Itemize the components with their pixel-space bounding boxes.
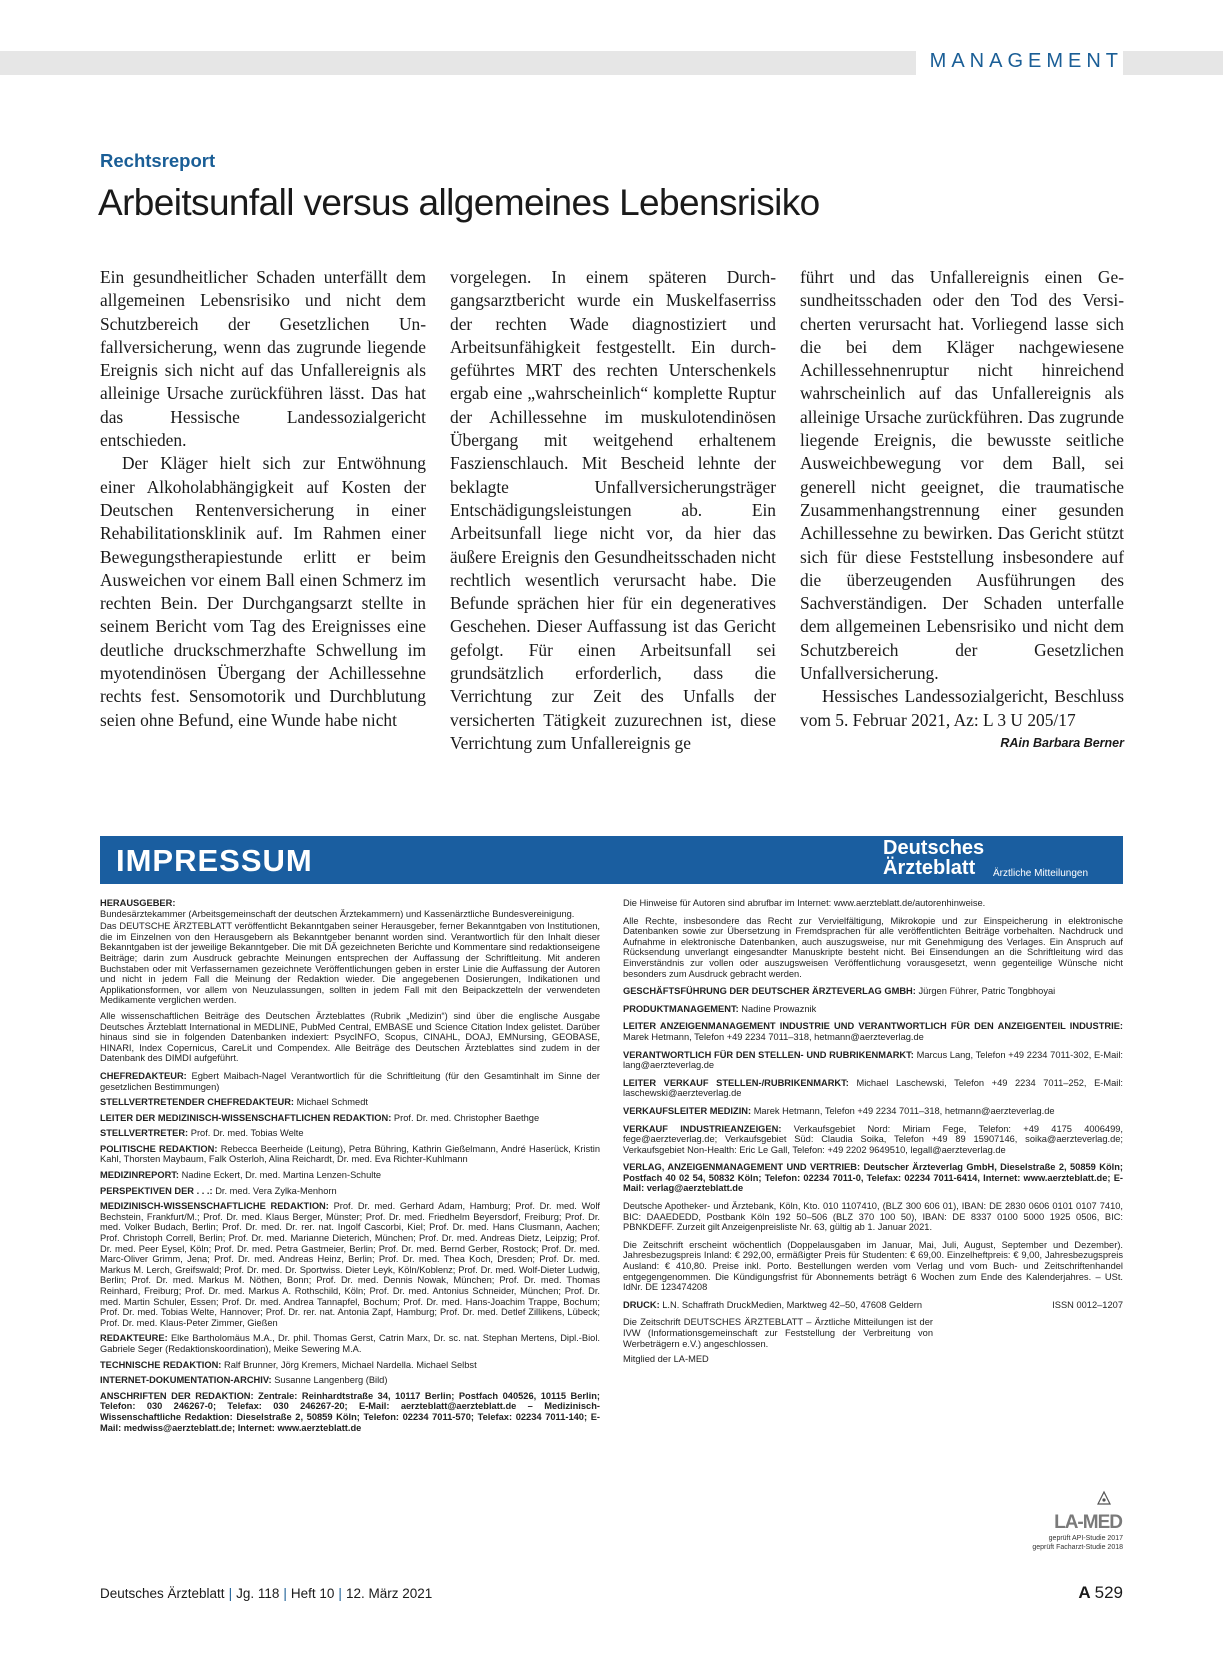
impressum-text: Die Zeitschrift erscheint wöchentlich (Doppelausgaben im Januar, Mai, Juli, August, September und Dezember). Jahresbezugspreis Inland: € 292,00, ermäßigter Preis für Studenten: € 69,00. Einzelheftpreis: € 9,00, Jahresbezugspreis Ausland: € 410,80. Preise inkl. Porto. Bestellungen werden vom Verlag und vom Buch- und Zeitschriftenhandel entgegengenommen. Die Kündigungsfrist für Abonnements beträgt 6 Wochen zum Ende des Kalenderjahres. – USt. IdNr. DE 123474208 [623, 1239, 1123, 1293]
impressum-heading: HERAUSGEBER: [100, 898, 176, 908]
warning-triangle-icon [1098, 1492, 1110, 1504]
impressum-text: Prof. Dr. med. Tobias Welte [190, 1128, 304, 1139]
impressum-text: Marek Hetmann, Telefon +49 2234 7011–318, hetmann@aerzteverlag.de [623, 1031, 924, 1042]
impressum-text: Michael Laschewski, Telefon +49 2234 7011–252, E-Mail: laschewski@aerzteverlag.de [623, 1077, 1123, 1099]
impressum-heading: VERANTWORTLICH FÜR DEN STELLEN- UND RUBRIKENMARKT: [623, 1049, 914, 1060]
journal-logo-line2: Ärzteblatt [883, 857, 976, 879]
journal-logo-line1: Deutsches [883, 837, 985, 859]
article-headline: Arbeitsunfall versus allgemeines Lebensrisiko [98, 182, 820, 223]
impressum-text: Alle Rechte, insbesondere das Recht zur Vervielfältigung, Mikrokopie und zur Einspeicherung in elektronische Datenbanken sowie zur Übersetzung in Fremdsprachen für alle veröffentlichten Beiträge vorbehalten. Nachdruck und Aufnahme in elektronische Datenbanken, auch auszugsweise, nur mit Genehmigung des Verlages. Ein Anspruch auf Rücksendung unverlangt eingesandter Manuskripte besteht nicht. Bei Einsendungen an die Schriftleitung wird das Einverständnis zur vollen oder auszugsweisen Veröffentlichung vorausgesetzt, wenn gegenteilige Wünsche nicht besonders zum Ausdruck gebracht werden. [623, 915, 1123, 979]
impressum-heading: PRODUKTMANAGEMENT: [623, 1003, 739, 1014]
impressum-text: L.N. Schaffrath DruckMedien, Marktweg 42–50, 47608 Geldern [662, 1299, 923, 1310]
article-kicker: Rechtsreport [100, 150, 216, 171]
footer-date: 12. März 2021 [345, 1586, 433, 1601]
impressum-heading: STELLVERTRETENDER CHEFREDAKTEUR: [100, 1097, 295, 1108]
impressum-left-column [100, 898, 600, 1438]
impressum-text: Egbert Maibach-Nagel Verantwortlich für die Schriftleitung (für den Gesamtinhalt im Sinne der gesetzlichen Bestimmungen) [100, 1070, 600, 1092]
impressum-heading: REDAKTEURE: [100, 1333, 168, 1344]
impressum-text: Susanne Langenberg (Bild) [274, 1375, 388, 1386]
article-column-1 [100, 266, 426, 732]
impressum-text: Rebecca Beerheide (Leitung), Petra Bühring, Kathrin Gießelmann, André Haserück, Kristin Kahl, Thorsten Maybaum, Falk Osterloh, Alina Reichardt, Dr. med. Eva Richter-Kuhlmann [100, 1143, 600, 1165]
impressum-text: Die Hinweise für Autoren sind abrufbar im Internet: www.aerzteblatt.de/autorenhinweise. [623, 898, 986, 908]
page-prefix: A [1078, 1583, 1091, 1602]
impressum-text: Die Zeitschrift DEUTSCHES ÄRZTEBLATT – Ärztliche Mitteilungen ist der IVW (Informationsgemeinschaft zur Feststellung der Verbreitung von Werbeträgern e.V.) angeschlossen. [623, 1317, 933, 1349]
court-citation-text: Hessisches Landessozialgericht, Beschluss vom 5. Februar 2021, Az: L 3 U 205/17 [800, 686, 1124, 730]
court-citation [800, 685, 1124, 750]
impressum-text: Alle wissenschaftlichen Beiträge des Deutschen Ärzteblattes (Rubrik „Medizin“) sind über die englische Ausgabe Deutsches Ärzteblatt International in MEDLINE, PubMed Central, EMBASE und Science Citation Index gelistet. Darüber hinaus sind sie in folgenden Datenbanken indexiert: PsycINFO, Scopus, CINAHL, DOAJ, EMNursing, GEOBASE, HINARI, Index Copernicus, CareLit und Compendex. Alle Beiträge des Deutschen Ärzteblattes sind zudem in der Datenbank des DIMDI aufgeführt. [100, 1010, 600, 1064]
impressum-heading: GESCHÄFTSFÜHRUNG DER DEUTSCHER ÄRZTEVERLAG GMBH: [623, 986, 916, 997]
impressum-text: Michael Schmedt [296, 1097, 368, 1108]
impressum-heading: CHEFREDAKTEUR: [100, 1070, 187, 1081]
issn: ISSN 0012–1207 [1052, 1299, 1123, 1310]
impressum-text: Bundesärztekammer (Arbeitsgemeinschaft der deutschen Ärztekammern) und Kassenärztliche Bundesvereinigung. [100, 908, 575, 919]
journal-logo-subtitle: Ärztliche Mitteilungen [993, 868, 1089, 879]
impressum-text: Prof. Dr. med. Christopher Baethge [393, 1112, 540, 1123]
article-author: RAin Barbara Berner [1000, 735, 1124, 750]
impressum-heading: TECHNISCHE REDAKTION: [100, 1359, 222, 1370]
footer-volume: Jg. 118 [236, 1586, 280, 1601]
impressum-text: Marcus Lang, Telefon +49 2234 7011-302, E-Mail: lang@aerzteverlag.de [623, 1049, 1123, 1071]
page-footer: Deutsches Ärzteblatt | Jg. 118 | Heft 10 | 12. März 2021 [100, 1586, 433, 1601]
impressum-heading: VERKAUF INDUSTRIEANZEIGEN: [623, 1123, 782, 1134]
impressum-heading: POLITISCHE REDAKTION: [100, 1143, 218, 1154]
publisher-address: VERLAG, ANZEIGENMANAGEMENT UND VERTRIEB: Deutscher Ärzteverlag GmbH, Dieselstraße 2, 50859 Köln; Postfach 40 02 54, 50832 Köln; Telefon: 02234 7011-0, Telefax: 02234 7011-6414, Internet: www.aerzteblatt.de; E-Mail: verlag@aerzteblatt.de [623, 1162, 1123, 1194]
impressum-text: Jürgen Führer, Patric Tongbhoyai [918, 986, 1056, 997]
impressum-heading: LEITER ANZEIGENMANAGEMENT INDUSTRIE UND VERANTWORTLICH FÜR DEN ANZEIGENTEIL INDUSTRIE: [623, 1021, 1123, 1032]
lamed-note-api: geprüft API-Studie 2017 [1048, 1535, 1123, 1542]
impressum-heading: PERSPEKTIVEN DER . . .: [100, 1185, 213, 1196]
impressum-text: Prof. Dr. med. Gerhard Adam, Hamburg; Prof. Dr. med. Wolf Bechstein, Frankfurt/M.; Prof. Dr. med. Klaus Berger, Münster; Prof. Dr. med. Friedhelm Beyersdorf, Freiburg; Prof. Dr. med. Volker Budach, Berlin; Prof. Dr. med. Dr. rer. nat. Ingolf Cascorbi, Kiel; Prof. Dr. med. Hans Clusmann, Aachen; Prof. Christoph Correll, Berlin; Prof. Dr. med. Marianne Dieterich, München; Prof. Dr. med. Andreas Dietz, Leipzig; Prof. Dr. med. Peer Eysel, Köln; Prof. Dr. med. Petra Gastmeier, Berlin; Prof. Dr. med. Bernd Gerber, Rostock; Prof. Dr. med. Marc-Oliver Grimm, Jena; Prof. Dr. med. Andreas Heinz, Berlin; Prof. Dr. med. Thea Koch, Dresden; Prof. Dr. med. Markus M. Lerch, Greifswald; Prof. Dr. med. Dr. Sportwiss. Dieter Leyk, Köln/Koblenz; Prof. Dr. med. Wolf-Dieter Ludwig, Berlin; Prof. Dr. med. Markus M. Nöthen, Bonn; Prof. Dr. med. Dennis Nowak, München; Prof. Dr. med. Thomas Reinhard, Freiburg; Prof. Dr. med. Markus A. Rothschild, Köln; Prof. Dr. med. Antonius Schneider, München; Prof. Dr. med. Martin Schuler, Essen; Prof. Dr. med. Andrea Tannapfel, Bochum; Prof. Dr. med. Hans-Joachim Trappe, Bochum; Prof. Dr. med. Tobias Welte, Hannover; Prof. Dr. rer. nat. Antonia Zapf, Hamburg; Prof. Dr. med. Detlef Zillikens, Lübeck; Prof. Dr. med. Klaus-Peter Zimmer, Gießen [100, 1201, 600, 1328]
impressum-text: Marek Hetmann, Telefon +49 2234 7011–318, hetmann@aerzteverlag.de [753, 1105, 1055, 1116]
impressum-heading: INTERNET-DOKUMENTATION-ARCHIV: [100, 1375, 272, 1386]
article-paragraph: vorgelegen. In einem späteren Durchgangsarztbericht wurde ein Muskelfaserriss der rechten Wade diagnostiziert und Arbeitsunfähigkeit festgestellt. Ein durchgeführtes MRT des rechten Unterschenkels ergab eine „wahrscheinlich“ komplette Ruptur der Achillessehne im muskulotendinösen Übergang mit weitgehend erhaltenem Faszienschlauch. Mit Bescheid lehnte der beklagte Unfallversicherungsträger Entschädigungsleistungen ab. Ein Arbeitsunfall liege nicht vor, da hier das äußere Ereignis den Gesundheitsschaden nicht rechtlich wesentlich verursacht habe. Die Befunde sprächen hier für ein degeneratives Geschehen. Dieser Auffassung ist das Gericht gefolgt. Für einen Arbeitsunfall sei grundsätzlich erforderlich, dass die Verrichtung zur Zeit des Unfalls der versicherten Tätigkeit zuzurechnen ist, diese Verrichtung zum Unfallereignis ge [450, 267, 776, 753]
lamed-logo-text: LA-MED [1054, 1512, 1122, 1533]
article-paragraph: führt und das Unfallereignis einen Gesundheitsschaden oder den Tod des Versicherten verursacht hat. Vorliegend lasse sich die bei dem Kläger nachgewiesene Achillessehnenruptur nicht hinreichend wahrscheinlich auf das Unfallereignis als alleinige Ursache zurückführen. Das zugrunde liegende Ereignis, die bewusste seitliche Ausweichbewegung vor dem Ball, sei generell nicht geeignet, die traumatische Zusammenhangstrennung einer gesunden Achillessehne zu bewirken. Das Gericht stützt sich für diese Feststellung insbesondere auf die überzeugenden Ausführungen des Sachverständigen. Der Schaden unterfalle dem allgemeinen Lebensrisiko und nicht dem Schutzbereich der Gesetzlichen Unfallversicherung. [800, 267, 1124, 684]
section-label: MANAGEMENT [916, 48, 1123, 76]
impressum-text: Nadine Eckert, Dr. med. Martina Lenzen-Schulte [181, 1170, 382, 1181]
impressum-text: Mitglied der LA-MED [623, 1354, 709, 1365]
footer-issue: Heft 10 [290, 1586, 335, 1601]
impressum-heading: STELLVERTRETER: [100, 1128, 189, 1139]
impressum-heading: LEITER DER MEDIZINISCH-WISSENSCHAFTLICHEN REDAKTION: [100, 1112, 392, 1123]
impressum-title: IMPRESSUM [116, 843, 313, 878]
impressum-heading: VERKAUFSLEITER MEDIZIN: [623, 1105, 752, 1116]
page-number [1078, 1583, 1123, 1603]
impressum-right-column [623, 898, 1123, 1370]
lamed-notes [1005, 1535, 1123, 1552]
impressum-heading: LEITER VERKAUF STELLEN-/RUBRIKENMARKT: [623, 1077, 849, 1088]
article-paragraph: Ein gesundheitlicher Schaden unterfällt dem allgemeinen Lebensrisiko und nicht dem Schutzbereich der Gesetzlichen Unfallversicherung, wenn das zugrunde liegende Ereignis sich nicht auf das Unfallereignis als alleinige Ursache zurückführen lässt. Das hat das Hessische Landessozialgericht entschieden. [100, 267, 426, 451]
impressum-text: Deutsche Apotheker- und Ärztebank, Köln, Kto. 010 1107410, (BLZ 300 606 01), IBAN: DE 2830 0606 0101 0107 7410, BIC: DAAEDEDD, Postbank Köln 192 50–506 (BLZ 370 100 50), IBAN: DE 8337 0100 5000 1925 0506, BIC: PBNKDEFF. Zurzeit gilt Anzeigenpreisliste Nr. 63, gültig ab 1. Januar 2021. [623, 1201, 1123, 1233]
impressum-text: Verkaufsgebiet Nord: Miriam Fege, Telefon: +49 4175 4006499, fege@aerzteverlag.de; Verkaufsgebiet Süd: Claudia Soika, Telefon +49 89 15907146, soika@aerzteverlag.de; Verkaufsgebiet Non-Health: Eric Le Gall, Telefon: +49 2202 9649510, legall@aerzteverlag.de [623, 1123, 1123, 1155]
impressum-text: Ralf Brunner, Jörg Kremers, Michael Nardella. Michael Selbst [223, 1359, 477, 1370]
page-number-value: 529 [1094, 1583, 1123, 1602]
impressum-address: ANSCHRIFTEN DER REDAKTION: Zentrale: Reinhardtstraße 34, 10117 Berlin; Postfach 040526, 10115 Berlin; Telefon: 030 246267-0; Telefax: 030 246267-20; E-Mail: aerzteblatt@aerzteblatt.de – Medizinisch-Wissenschaftliche Redaktion: Dieselstraße 2, 50859 Köln; Telefon: 02234 7011-570; Telefax: 02234 7011-140; E-Mail: medwiss@aerzteblatt.de; Internet: www.aerzteblatt.de [100, 1390, 600, 1433]
footer-journal: Deutsches Ärzteblatt [100, 1586, 225, 1601]
impressum-text: Elke Bartholomäus M.A., Dr. phil. Thomas Gerst, Catrin Marx, Dr. sc. nat. Stephan Mertens, Dipl.-Biol. Gabriele Seger (Redaktionskoordination), Meike Sewering M.A. [100, 1333, 600, 1354]
impressum-heading: MEDIZINREPORT: [100, 1170, 180, 1181]
article-column-3 [800, 266, 1124, 755]
lamed-note-facharzt: geprüft Facharzt-Studie 2018 [1032, 1543, 1123, 1551]
impressum-heading: DRUCK: [623, 1299, 660, 1310]
article-paragraph: Der Kläger hielt sich zur Entwöhnung einer Alkoholabhängigkeit auf Kosten der Deutschen Rentenversicherung in einer Rehabilitationsklinik auf. Im Rahmen einer Bewegungstherapiestunde erlitt er beim Ausweichen vor einem Ball einen Schmerz im rechten Bein. Der Durchgangsarzt stellte in seinem Bericht vom Tag des Ereignisses eine deutliche druckschmerzhafte Schwellung im myotendinösen Übergang der Achillessehne rechts fest. Sensomotorik und Durchblutung seien ohne Befund, eine Wunde habe nicht [100, 453, 426, 730]
impressum-text: Nadine Prowaznik [741, 1003, 817, 1014]
impressum-text: Das DEUTSCHE ÄRZTEBLATT veröffentlicht Bekanntgaben seiner Herausgeber, ferner Bekanntgaben von Institutionen, die im Einzelnen von den Herausgebern als Bekanntgeber benannt worden sind. Verantwortlich für den Inhalt dieser Bekanntgaben ist der jeweilige Bekanntgeber. Die mit DÄ gezeichneten Berichte und Kommentare sind redaktionseigene Beiträge; darin zum Ausdruck gebrachte Meinungen entsprechen der Auffassung der Schriftleitung. Mit anderen Buchstaben oder mit Verfassernamen gezeichnete Veröffentlichungen geben in erster Linie die Auffassung der Autoren und nicht in jedem Fall die Meinung der Redaktion wieder. Die angegebenen Dosierungen, Indikationen und Applikationsformen, vor allem von Neuzulassungen, sollten in jedem Fall mit den Beipackzetteln der verwendeten Medikamente verglichen werden. [100, 921, 600, 1006]
article-column-2 [450, 266, 776, 755]
impressum-text: Dr. med. Vera Zylka-Menhorn [215, 1185, 337, 1196]
impressum-heading: MEDIZINISCH-WISSENSCHAFTLICHE REDAKTION: [100, 1201, 329, 1212]
